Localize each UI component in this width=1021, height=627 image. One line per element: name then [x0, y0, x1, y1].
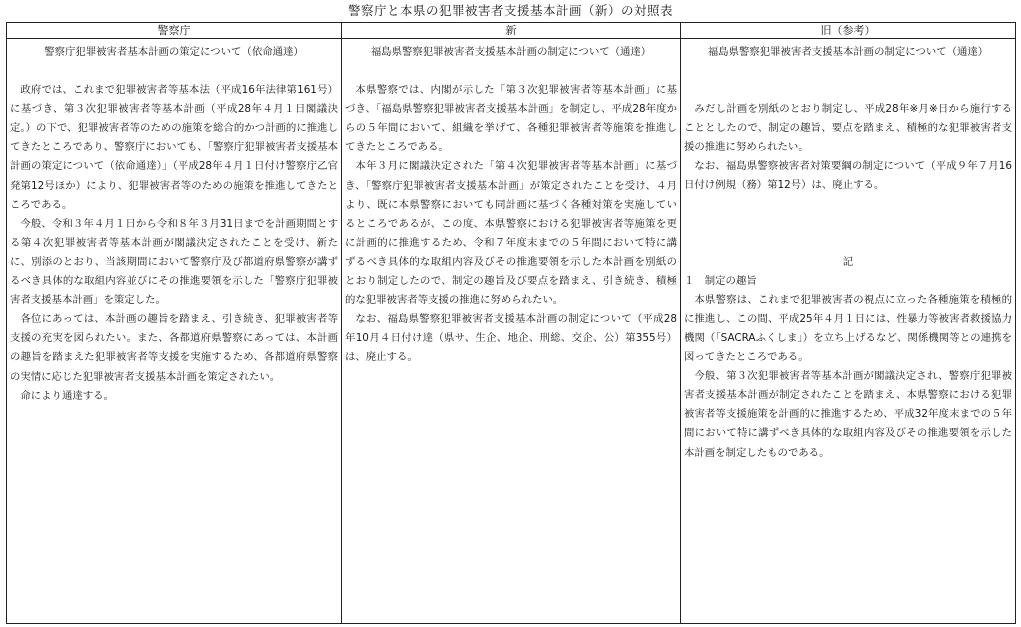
paragraph: 命により通達する。	[20, 389, 114, 402]
paragraph: 本県警察では、内閣が示した「第３次犯罪被害者等基本計画」に基づき、「福島県警察犯罪被害者支援基本計画」を制定し、平成28年度からの５年間において、組織を挙げて、各種犯罪被害者等施策を推進してきたところである。	[345, 84, 677, 154]
paragraph: 各位にあっては、本計画の趣旨を踏まえ、引き続き、犯罪被害者等支援の充実を図られたい。また、各都道府県警察にあっては、本計画の趣旨を踏まえた犯罪被害者等支援を実施するため、各都道府県警察の実情に応じた犯罪被害者支援基本計画を策定されたい。	[10, 313, 338, 383]
paragraph: 今般、第３次犯罪被害者等基本計画が閣議決定され、警察庁犯罪被害者支援基本計画が制定されたことを踏まえ、本県警察における犯罪被害者等支援施策を計画的に推進するため、平成32年度末までの５年間において特に講ずべき具体的な取組内容及びその推進要領を示した本計画を制定したものである。	[684, 370, 1012, 459]
paragraph: なお、福島県警察被害者対策要綱の制定について（平成９年７月16日付け例規（務）第12号）は、廃止する。	[684, 160, 1012, 192]
page-title: 警察庁と本県の犯罪被害者支援基本計画（新）の対照表	[347, 3, 673, 18]
header-right: 旧（参考）	[681, 23, 1015, 39]
comparison-table	[6, 22, 1016, 624]
section-title: １ 制定の趣旨	[684, 274, 757, 287]
column-left-subtitle: 警察庁犯罪被害者基本計画の策定について（依命通達）	[44, 46, 304, 58]
paragraph: 政府では、これまで犯罪被害者等基本法（平成16年法律第161号）に基づき、第３次犯罪被害者等基本計画（平成28年４月１日閣議決定。）の下で、犯罪被害者等のための施策を総合的かつ計画的に推進してきたところであり、警察庁においても、「警察庁犯罪被害者支援基本計画の策定について（依命通達）」（平成28年４月１日付け警察庁乙官発第12号ほか）により、犯罪被害者等のための施策を推進してきたところである。	[10, 84, 338, 211]
header-middle: 新	[342, 23, 680, 39]
header-left: 警察庁	[7, 23, 341, 39]
column-right	[681, 40, 1015, 623]
column-right-subtitle: 福島県警察犯罪被害者支援基本計画の制定について（通達）	[707, 46, 989, 58]
paragraph: なお、福島県警察犯罪被害者支援基本計画の制定について（平成28年10月４日付け達（県サ、生企、地企、刑総、交企、公）第355号）は、廃止する。	[345, 313, 677, 364]
column-middle	[342, 40, 680, 623]
paragraph: 本年３月に閣議決定された「第４次犯罪被害者等基本計画」に基づき、「警察庁犯罪被害者支援基本計画」が策定されたことを受け、４月より、既に本県警察においても同計画に基づく各種対策を実施しているところであるが、この度、本県警察における犯罪被害者等施策を更に計画的に推進するため、令和７年度末までの５年間において特に講ずるべき具体的な取組内容及びその推進要領を示した本計画を別紙のとおり制定したので、制定の趣旨及び要点を踏まえ、引き続き、積極的な犯罪被害者等支援の推進に努められたい。	[345, 160, 677, 307]
paragraph: 本県警察は、これまで犯罪被害者の視点に立った各種施策を積極的に推進し、この間、平成25年４月１日には、性暴力等被害者救援協力機関（「SACRAふくしま」）を立ち上げるなど、関係機関等との連携を図ってきたところである。	[684, 293, 1012, 364]
paragraph: みだし計画を別紙のとおり制定し、平成28年※月※日から施行することとしたので、制定の趣旨、要点を踏まえ、積極的な犯罪被害者支援の推進に努められたい。	[684, 103, 1012, 154]
paragraph: 今般、令和３年４月１日から令和８年３月31日までを計画期間とする第４次犯罪被害者等基本計画が閣議決定されたことを受け、新たに、別添のとおり、当該期間において警察庁及び都道府県警察が講ずるべき具体的な取組内容並びにその推進要領を示した「警察庁犯罪被害者支援基本計画」を策定した。	[10, 217, 338, 307]
ki-heading: 記	[842, 255, 854, 268]
column-middle-subtitle: 福島県警察犯罪被害者支援基本計画の制定について（通達）	[370, 46, 652, 58]
column-left	[7, 40, 341, 623]
